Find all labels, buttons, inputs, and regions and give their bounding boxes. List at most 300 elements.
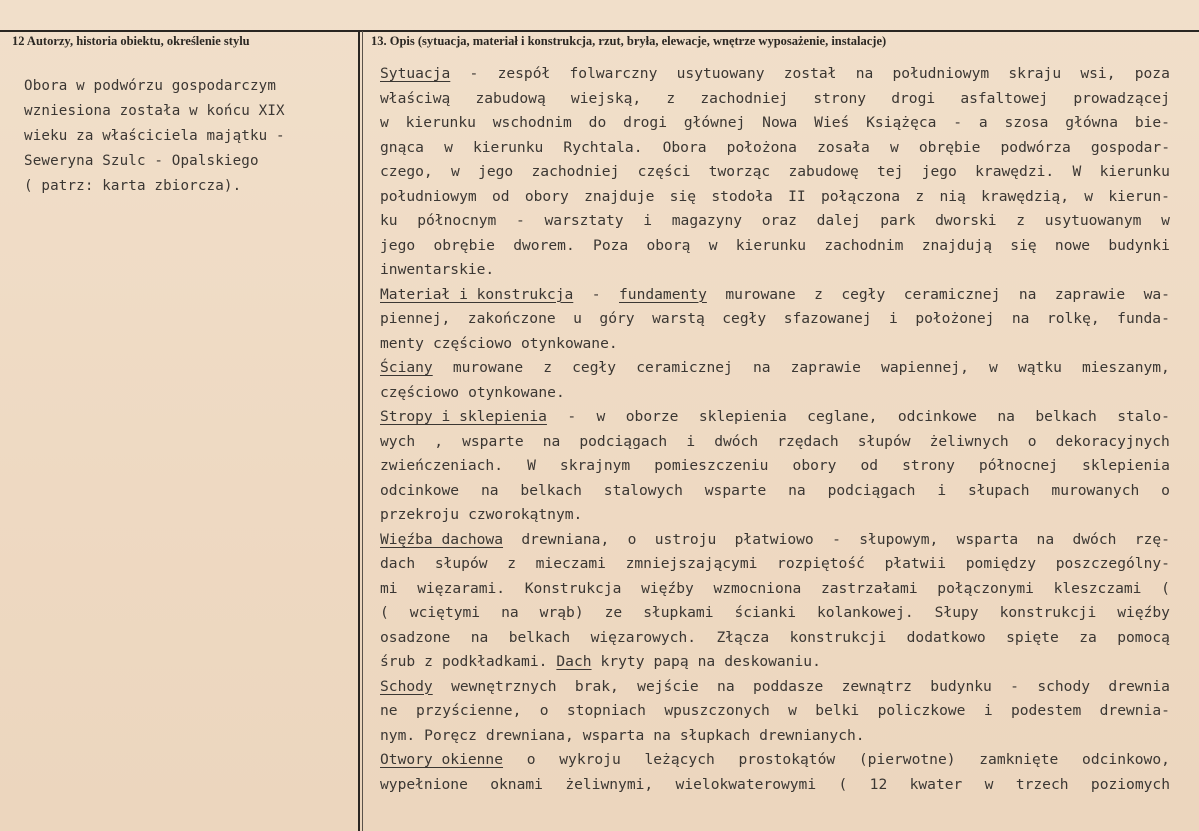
text-line bbox=[380, 650, 1170, 675]
underlined-term: Schody bbox=[380, 677, 433, 695]
word: murowanych bbox=[1051, 481, 1140, 499]
word: - bbox=[567, 408, 577, 425]
word: warstą bbox=[652, 310, 705, 327]
word: na bbox=[653, 726, 671, 744]
word: poza bbox=[1134, 65, 1170, 82]
word: bie- bbox=[1134, 114, 1170, 131]
word: , bbox=[434, 432, 444, 450]
word: przekroju bbox=[380, 506, 460, 523]
word: Wieś bbox=[814, 114, 850, 131]
word: słupach bbox=[968, 481, 1030, 499]
word: funda- bbox=[1117, 310, 1170, 327]
text-line: Obora w podwórzu gospodarczym bbox=[24, 78, 277, 94]
word: - bbox=[1010, 677, 1019, 695]
word: odcinkowe bbox=[897, 408, 977, 425]
word: słupów bbox=[857, 432, 911, 450]
word: zachodniej bbox=[531, 163, 620, 180]
word: słupkach bbox=[679, 726, 751, 744]
word: przyścienne, bbox=[415, 702, 522, 719]
word: zachodnim bbox=[824, 236, 904, 254]
word: na bbox=[1018, 285, 1037, 303]
text-line: wieku za właściciela majątku - bbox=[24, 128, 285, 144]
column-divider-inner bbox=[362, 31, 363, 831]
word: folwarczny bbox=[569, 65, 658, 82]
word: Słupy bbox=[934, 604, 979, 621]
word: wewnętrznych bbox=[451, 677, 557, 695]
word: za bbox=[1079, 628, 1097, 646]
text-line bbox=[380, 160, 1170, 185]
word: papą bbox=[653, 653, 689, 670]
word: nowe bbox=[1054, 236, 1091, 254]
word: na bbox=[717, 677, 735, 695]
word: śrub bbox=[380, 653, 416, 670]
word: odcinkowo, bbox=[1082, 751, 1170, 768]
text-line bbox=[380, 773, 1170, 798]
word: słupkami bbox=[643, 604, 714, 621]
word: pomocą bbox=[1117, 628, 1170, 646]
word: podkładkami. bbox=[441, 653, 548, 670]
word: - bbox=[953, 114, 963, 131]
word: jego bbox=[380, 236, 416, 254]
word: na bbox=[855, 65, 874, 82]
word: z bbox=[1016, 212, 1026, 229]
underlined-term: Sytuacja bbox=[380, 65, 451, 82]
word: ceramicznej bbox=[636, 359, 733, 376]
text-line bbox=[380, 234, 1170, 259]
word: rzędach bbox=[777, 432, 839, 450]
word: i bbox=[937, 481, 947, 499]
word: kierun- bbox=[1108, 187, 1170, 205]
underlined-term: Więźba dachowa bbox=[380, 530, 504, 548]
word: murowane bbox=[725, 285, 796, 303]
word: prowadzącej bbox=[1073, 89, 1170, 107]
word: budynku bbox=[930, 677, 992, 695]
word: belkach bbox=[1035, 408, 1097, 425]
word: Książęca bbox=[866, 114, 937, 131]
word: - bbox=[516, 212, 525, 229]
word: sklepienia bbox=[698, 408, 787, 425]
word: o bbox=[627, 530, 637, 548]
word: dwóch bbox=[714, 432, 759, 450]
word: wejście bbox=[637, 677, 699, 695]
word: dodatkowo bbox=[906, 628, 986, 646]
word: zastrzałami bbox=[820, 579, 918, 597]
text-line bbox=[380, 283, 1170, 308]
word: w bbox=[984, 775, 994, 793]
word: zakończone bbox=[467, 310, 556, 327]
word: północnej bbox=[978, 457, 1058, 474]
word: kierunku bbox=[472, 138, 544, 156]
word: deskowaniu. bbox=[724, 653, 821, 670]
word: wielokwaterowymi bbox=[675, 775, 817, 793]
word: drewniana, bbox=[485, 726, 574, 744]
word: belkach bbox=[520, 481, 582, 499]
word: Poręcz bbox=[424, 726, 477, 744]
underlined-term: fundamenty bbox=[619, 285, 707, 303]
word: właściwą bbox=[380, 89, 451, 107]
word: z bbox=[543, 359, 553, 376]
word: strony bbox=[813, 89, 867, 107]
word: oknami bbox=[490, 775, 543, 793]
word: skrajnym bbox=[559, 457, 631, 474]
word: na bbox=[997, 408, 1015, 425]
text-line bbox=[380, 748, 1170, 773]
word: mieczami bbox=[535, 555, 606, 572]
text-line bbox=[380, 577, 1170, 602]
word: jego bbox=[921, 163, 957, 180]
word: murowane bbox=[452, 359, 524, 376]
word: zwieńczeniach. bbox=[380, 457, 504, 474]
word: zosała bbox=[817, 138, 870, 156]
word: Rychtala. bbox=[563, 138, 643, 156]
word: i bbox=[643, 212, 653, 229]
word: rozpiętość bbox=[777, 555, 865, 572]
word: z bbox=[814, 285, 823, 303]
word: obory bbox=[792, 457, 837, 474]
authors-history-text bbox=[24, 74, 285, 199]
word: w bbox=[451, 163, 460, 180]
word: poszczególny- bbox=[1055, 555, 1170, 572]
word: otynkowane. bbox=[521, 334, 618, 352]
word: policzkowe bbox=[877, 702, 966, 719]
word: wciętymi bbox=[409, 604, 481, 621]
word: stopniach bbox=[566, 702, 646, 719]
word: (pierwotne) bbox=[858, 751, 956, 768]
word: z bbox=[424, 653, 433, 670]
underlined-term: Otwory okienne bbox=[380, 751, 504, 768]
column-divider bbox=[358, 31, 360, 831]
word: się bbox=[1010, 236, 1037, 254]
word: usytuowanym bbox=[1044, 212, 1142, 229]
word: w bbox=[596, 408, 606, 425]
word: połączonymi bbox=[937, 579, 1034, 597]
word: warsztaty bbox=[544, 212, 624, 229]
word: mieszanym, bbox=[1081, 359, 1170, 376]
word: W bbox=[527, 457, 536, 474]
word: o bbox=[1161, 481, 1170, 499]
underlined-term: Materiał i konstrukcja bbox=[380, 285, 574, 303]
word: usytuowany bbox=[676, 65, 765, 82]
text-line bbox=[380, 601, 1170, 626]
word: podwórza bbox=[1000, 138, 1071, 156]
word: częściowo bbox=[432, 334, 513, 352]
text-line bbox=[380, 209, 1170, 234]
word: wsparte bbox=[462, 432, 524, 450]
word: płatwiowo bbox=[734, 530, 814, 548]
word: konstrukcji bbox=[999, 604, 1097, 621]
text-line bbox=[380, 503, 1170, 528]
word: kierunku bbox=[735, 236, 807, 254]
word: tej bbox=[877, 163, 904, 180]
word: wypełnione bbox=[380, 775, 468, 793]
word: południowym bbox=[892, 65, 990, 82]
text-line bbox=[380, 332, 1170, 357]
word: ne bbox=[380, 702, 398, 719]
word: drewnia- bbox=[1099, 702, 1170, 719]
word: podestem bbox=[1010, 702, 1082, 719]
text-line bbox=[380, 528, 1170, 553]
word: Obora bbox=[662, 138, 707, 156]
word: nym. bbox=[380, 726, 416, 744]
word: od bbox=[860, 457, 879, 474]
word: Konstrukcja bbox=[524, 579, 622, 597]
text-line bbox=[380, 454, 1170, 479]
word: częściowo bbox=[380, 383, 460, 401]
word: dworski bbox=[935, 212, 997, 229]
text-line bbox=[380, 479, 1170, 504]
word: drewniana, bbox=[521, 530, 610, 548]
word: kierunku bbox=[405, 114, 476, 131]
text-line bbox=[380, 405, 1170, 430]
word: poziomych bbox=[1090, 775, 1170, 793]
text-line bbox=[380, 699, 1170, 724]
text-line bbox=[380, 307, 1170, 332]
word: wrąb) bbox=[539, 604, 584, 621]
word: pomiędzy bbox=[965, 555, 1037, 572]
word: rzę- bbox=[1134, 530, 1170, 548]
word: tworząc bbox=[708, 163, 771, 180]
word: cegły bbox=[841, 285, 886, 303]
word: obory bbox=[524, 187, 569, 205]
word: W bbox=[1072, 163, 1082, 180]
text-line: Seweryna Szulc - Opalskiego bbox=[24, 153, 259, 169]
word: główna bbox=[1065, 114, 1118, 131]
word: znajduje bbox=[584, 187, 655, 205]
word: od bbox=[491, 187, 510, 205]
word: na bbox=[480, 481, 499, 499]
word: - bbox=[832, 530, 841, 548]
word: wapiennej, bbox=[881, 359, 969, 376]
word: czworokątnym. bbox=[468, 506, 583, 523]
word: ustroju bbox=[654, 530, 717, 548]
word: budynki bbox=[1108, 236, 1170, 254]
word: słupów bbox=[434, 555, 488, 572]
word: do bbox=[588, 114, 607, 131]
word: na bbox=[542, 432, 561, 450]
section-13-heading: 13. Opis (sytuacja, materiał i konstrukcja, rzut, bryła, elewacje, wnętrze wyposażenie, instalacje) bbox=[371, 34, 887, 48]
word: kierunku bbox=[1099, 163, 1170, 180]
word: sfazowanej bbox=[783, 310, 872, 327]
word: o bbox=[539, 702, 549, 719]
word: zabudową bbox=[475, 89, 546, 107]
word: z bbox=[915, 187, 925, 205]
word: brak, bbox=[574, 677, 619, 695]
word: poddasze bbox=[752, 677, 824, 695]
word: nią bbox=[939, 187, 966, 205]
word: ceramicznej bbox=[903, 285, 1001, 303]
word: północnym bbox=[417, 212, 497, 229]
word: otynkowane. bbox=[468, 383, 565, 401]
word: ze bbox=[604, 604, 623, 621]
text-line bbox=[380, 724, 1170, 749]
word: części bbox=[637, 163, 691, 180]
text-line bbox=[380, 62, 1170, 87]
word: oborze bbox=[625, 408, 679, 425]
word: zabudowę bbox=[788, 163, 859, 180]
word: w bbox=[1084, 187, 1094, 205]
word: - bbox=[469, 65, 479, 82]
word: zamknięte bbox=[979, 751, 1059, 768]
word: więźby bbox=[641, 579, 694, 597]
word: zmniejszającymi bbox=[625, 555, 758, 572]
word: spięte bbox=[1006, 628, 1059, 646]
word: zachodniej bbox=[700, 89, 789, 107]
word: na bbox=[697, 653, 716, 670]
word: na bbox=[1011, 310, 1030, 327]
word: podciągach bbox=[579, 432, 668, 450]
word: połączona bbox=[821, 187, 901, 205]
word: z bbox=[666, 89, 676, 107]
text-line bbox=[380, 430, 1170, 455]
word: leżących bbox=[644, 751, 715, 768]
word: w bbox=[708, 236, 718, 254]
word: asfaltowej bbox=[960, 89, 1049, 107]
word: inwentarskie. bbox=[380, 261, 495, 278]
text-line bbox=[380, 185, 1170, 210]
word: wzmocniona bbox=[713, 579, 802, 597]
text-line: ( patrz: karta zbiorcza). bbox=[24, 178, 242, 194]
word: w bbox=[444, 138, 453, 156]
word: wątku bbox=[1017, 359, 1062, 376]
text-line bbox=[380, 552, 1170, 577]
word: kleszczami bbox=[1053, 579, 1142, 597]
word: schody bbox=[1037, 677, 1091, 695]
underlined-term: Stropy i sklepienia bbox=[380, 408, 547, 425]
word: kwater bbox=[909, 775, 963, 793]
word: stalo- bbox=[1117, 408, 1170, 425]
word: wykroju bbox=[559, 751, 621, 768]
word: płatwii bbox=[884, 555, 947, 572]
word: prostokątów bbox=[738, 751, 836, 768]
word: magazyny bbox=[671, 212, 743, 229]
word: góry bbox=[599, 310, 635, 327]
word: dalej bbox=[816, 212, 861, 229]
word: u bbox=[573, 310, 582, 327]
word: w bbox=[889, 138, 899, 156]
word: oraz bbox=[761, 212, 797, 229]
word: kryty bbox=[600, 653, 645, 670]
word: wsparta bbox=[956, 530, 1019, 548]
word: na bbox=[788, 481, 806, 499]
word: żeliwnych bbox=[929, 432, 1009, 450]
word: obrębie bbox=[918, 138, 981, 156]
word: głównej bbox=[683, 114, 746, 131]
word: II bbox=[788, 187, 806, 205]
word: trzech bbox=[1015, 775, 1069, 793]
word: położona bbox=[726, 138, 797, 156]
text-line bbox=[380, 136, 1170, 161]
word: dworem. bbox=[513, 236, 575, 254]
word: podciągach bbox=[827, 481, 916, 499]
word: belkach bbox=[508, 628, 571, 646]
word: dekoracyjnych bbox=[1055, 432, 1170, 450]
word: zaprawie bbox=[790, 359, 861, 376]
word: stalowych bbox=[603, 481, 683, 499]
word: ceglane, bbox=[807, 408, 878, 425]
word: krawędzi. bbox=[975, 163, 1055, 180]
word: więzarami. bbox=[417, 579, 506, 597]
word: został bbox=[783, 65, 837, 82]
word: 12 bbox=[869, 775, 888, 793]
word: strony bbox=[902, 457, 955, 474]
word: Poza bbox=[593, 236, 629, 254]
word: na bbox=[470, 628, 489, 646]
underlined-term: Dach bbox=[556, 653, 592, 670]
word: o bbox=[526, 751, 536, 768]
word: w bbox=[989, 359, 998, 376]
word: cegły bbox=[722, 310, 767, 327]
word: w bbox=[1161, 212, 1170, 229]
word: piennej, bbox=[380, 310, 451, 327]
word: Nowa bbox=[762, 114, 798, 131]
word: drewnianych. bbox=[759, 726, 865, 744]
text-line bbox=[380, 675, 1170, 700]
word: rolkę, bbox=[1046, 310, 1100, 327]
word: słupowym, bbox=[859, 530, 939, 548]
word: konstrukcji bbox=[789, 628, 887, 646]
word: sklepienia bbox=[1082, 457, 1170, 474]
underlined-term: Ściany bbox=[380, 359, 433, 376]
word: wpuszczonych bbox=[664, 702, 770, 719]
word: dach bbox=[380, 555, 416, 572]
word: menty bbox=[380, 334, 424, 352]
word: osadzone bbox=[380, 628, 451, 646]
word: gospodar- bbox=[1090, 138, 1170, 156]
word: park bbox=[880, 212, 916, 229]
word: w bbox=[380, 114, 389, 131]
word: na bbox=[501, 604, 519, 621]
text-line: wzniesiona została w końcu XIX bbox=[24, 103, 285, 119]
word: zaprawie bbox=[1054, 285, 1126, 303]
word: jego bbox=[478, 163, 514, 180]
word: więźby bbox=[1117, 604, 1170, 621]
word: kolankowej. bbox=[817, 604, 914, 621]
text-line bbox=[380, 381, 1170, 406]
word: w bbox=[788, 702, 797, 719]
word: na bbox=[752, 359, 771, 376]
word: wiejską, bbox=[570, 89, 642, 107]
word: dwóch bbox=[1072, 530, 1117, 548]
text-line bbox=[380, 87, 1170, 112]
word: ( bbox=[838, 775, 848, 793]
word: wa- bbox=[1143, 285, 1170, 303]
word: zespół bbox=[497, 65, 551, 82]
word: drewnia bbox=[1108, 677, 1170, 695]
word: o bbox=[1027, 432, 1037, 450]
word: wsparta bbox=[582, 726, 645, 744]
word: - bbox=[591, 285, 601, 303]
word: szosa bbox=[1004, 114, 1049, 131]
word: drogi bbox=[891, 89, 936, 107]
word: krawędzią, bbox=[981, 187, 1069, 205]
word: skraju bbox=[1008, 65, 1062, 82]
word: odcinkowe bbox=[380, 481, 460, 499]
word: drogi bbox=[623, 114, 667, 131]
text-line bbox=[380, 258, 1170, 283]
word: i bbox=[889, 310, 898, 327]
word: na bbox=[1036, 530, 1055, 548]
word: a bbox=[978, 114, 988, 131]
word: belki bbox=[815, 702, 860, 719]
top-rule bbox=[0, 30, 1199, 32]
section-12-heading: 12 Autorzy, historia obiektu, określenie stylu bbox=[12, 34, 250, 48]
word: położonej bbox=[915, 310, 995, 327]
word: znajdują bbox=[921, 236, 992, 254]
word: pomieszczeniu bbox=[654, 457, 769, 474]
word: cegły bbox=[572, 359, 617, 376]
word: i bbox=[686, 432, 696, 450]
text-line bbox=[380, 111, 1170, 136]
